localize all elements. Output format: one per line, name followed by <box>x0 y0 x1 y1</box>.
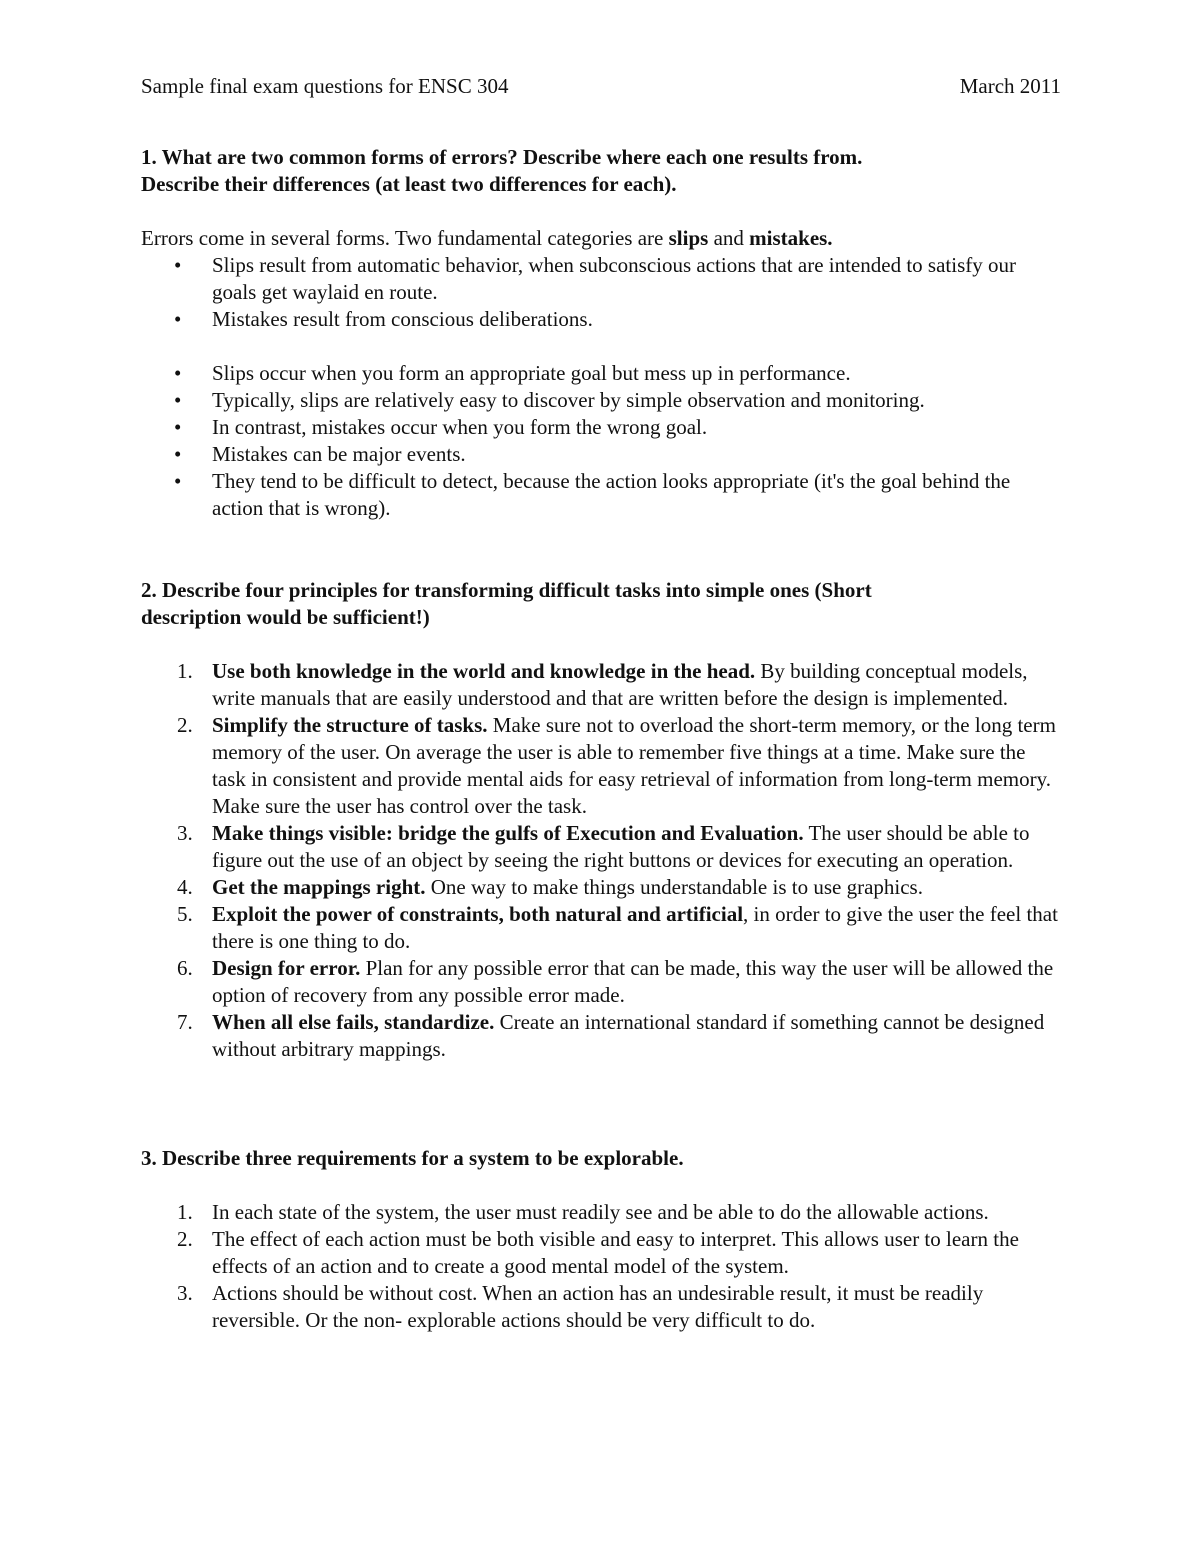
question-2 <box>141 577 1061 1063</box>
question-3-title: 3. Describe three requirements for a system to be explorable. <box>141 1146 684 1170</box>
list-item-text: Slips result from automatic behavior, when subconscious actions that are intended to satisfy our goals get waylaid en route. <box>212 253 1016 304</box>
principle-heading: Use both knowledge in the world and knowledge in the head. <box>212 659 756 683</box>
list-item-text: Typically, slips are relatively easy to discover by simple observation and monitoring. <box>212 388 925 412</box>
principle-heading: Design for error. <box>212 956 361 980</box>
list-item-text: They tend to be difficult to detect, because the action looks appropriate (it's the goal behind the action that is wrong). <box>212 469 1011 520</box>
bullet-icon: • <box>174 442 182 466</box>
principle-text: The user should be able to figure out the use of an object by seeing the right buttons or devices for executing an operation. <box>212 821 1030 872</box>
list-item-text: Mistakes can be major events. <box>212 442 466 466</box>
list-number: 4. <box>177 875 193 899</box>
principle-text: Create an international standard if something cannot be designed without arbitrary mappings. <box>212 1010 1045 1061</box>
question-2-title-line-2: description would be sufficient!) <box>141 605 430 629</box>
list-item <box>141 387 1061 414</box>
principle-text: By building conceptual models, write manuals that are easily understood and that are written before the design is implemented. <box>212 659 1028 710</box>
list-number: 2. <box>177 1227 193 1251</box>
principle-text: Make sure not to overload the short-term memory, or the long term memory of the user. On average the user is able to remember five things at a time. Make sure the task in consistent and provide mental aids for easy retrieval of information from long-term memory. Make sure the user has control over the task. <box>212 713 1056 818</box>
list-number: 3. <box>177 821 193 845</box>
list-item <box>141 901 1061 955</box>
principle-heading: Get the mappings right. <box>212 875 426 899</box>
page-header <box>141 73 1061 100</box>
list-item <box>141 712 1061 820</box>
principle-text: Plan for any possible error that can be made, this way the user will be allowed the option of recovery from any possible error made. <box>212 956 1054 1007</box>
list-number: 2. <box>177 713 193 737</box>
list-item <box>141 955 1061 1009</box>
list-item <box>141 820 1061 874</box>
requirement-text: Actions should be without cost. When an action has an undesirable result, it must be readily reversible. Or the non- explorable actions should be very difficult to do. <box>212 1281 984 1332</box>
bullet-icon: • <box>174 415 182 439</box>
list-item <box>141 414 1061 441</box>
list-item <box>141 1199 1061 1226</box>
principle-heading: Simplify the structure of tasks. <box>212 713 488 737</box>
term-mistakes: mistakes. <box>749 226 833 250</box>
requirements-list <box>141 1199 1061 1334</box>
question-1-intro <box>141 225 1061 252</box>
intro-and: and <box>708 226 750 250</box>
list-item-text: Mistakes result from conscious deliberations. <box>212 307 593 331</box>
bullet-icon: • <box>174 469 182 493</box>
list-number: 1. <box>177 659 193 683</box>
question-2-title <box>141 577 1061 631</box>
question-2-title-line-1: 2. Describe four principles for transforming difficult tasks into simple ones (Short <box>141 578 872 602</box>
requirement-text: The effect of each action must be both visible and easy to interpret. This allows user to learn the effects of an action and to create a good mental model of the system. <box>212 1227 1019 1278</box>
list-item <box>141 468 1061 522</box>
principles-list <box>141 658 1061 1063</box>
principle-text: , in order to give the user the feel that there is one thing to do. <box>212 902 1058 953</box>
bullet-icon: • <box>174 253 182 277</box>
question-1 <box>141 144 1061 522</box>
question-1-title <box>141 144 1061 198</box>
list-item <box>141 874 1061 901</box>
principle-text: One way to make things understandable is to use graphics. <box>425 875 923 899</box>
header-course-title: Sample final exam questions for ENSC 304 <box>141 74 509 98</box>
principle-heading: Make things visible: bridge the gulfs of Execution and Evaluation. <box>212 821 804 845</box>
principle-heading: When all else fails, standardize. <box>212 1010 495 1034</box>
list-item <box>141 252 1061 306</box>
term-slips: slips <box>668 226 709 250</box>
list-number: 5. <box>177 902 193 926</box>
list-number: 7. <box>177 1010 193 1034</box>
list-item <box>141 1280 1061 1334</box>
header-date: March 2011 <box>959 74 1061 98</box>
list-item <box>141 1226 1061 1280</box>
list-item <box>141 360 1061 387</box>
bullet-icon: • <box>174 307 182 331</box>
list-number: 1. <box>177 1200 193 1224</box>
principle-heading: Exploit the power of constraints, both natural and artificial <box>212 902 744 926</box>
list-item <box>141 441 1061 468</box>
bullet-list-b <box>141 360 1061 522</box>
list-number: 3. <box>177 1281 193 1305</box>
list-item-text: In contrast, mistakes occur when you form the wrong goal. <box>212 415 708 439</box>
requirement-text: In each state of the system, the user must readily see and be able to do the allowable actions. <box>212 1200 989 1224</box>
list-item <box>141 658 1061 712</box>
question-3 <box>141 1145 1061 1334</box>
intro-text: Errors come in several forms. Two fundamental categories are <box>141 226 669 250</box>
list-number: 6. <box>177 956 193 980</box>
list-item-text: Slips occur when you form an appropriate goal but mess up in performance. <box>212 361 851 385</box>
bullet-icon: • <box>174 388 182 412</box>
bullet-icon: • <box>174 361 182 385</box>
question-1-title-line-1: 1. What are two common forms of errors? Describe where each one results from. <box>141 145 863 169</box>
list-item <box>141 1009 1061 1063</box>
list-item <box>141 306 1061 333</box>
bullet-list-a <box>141 252 1061 333</box>
question-1-title-line-2: Describe their differences (at least two differences for each). <box>141 172 677 196</box>
